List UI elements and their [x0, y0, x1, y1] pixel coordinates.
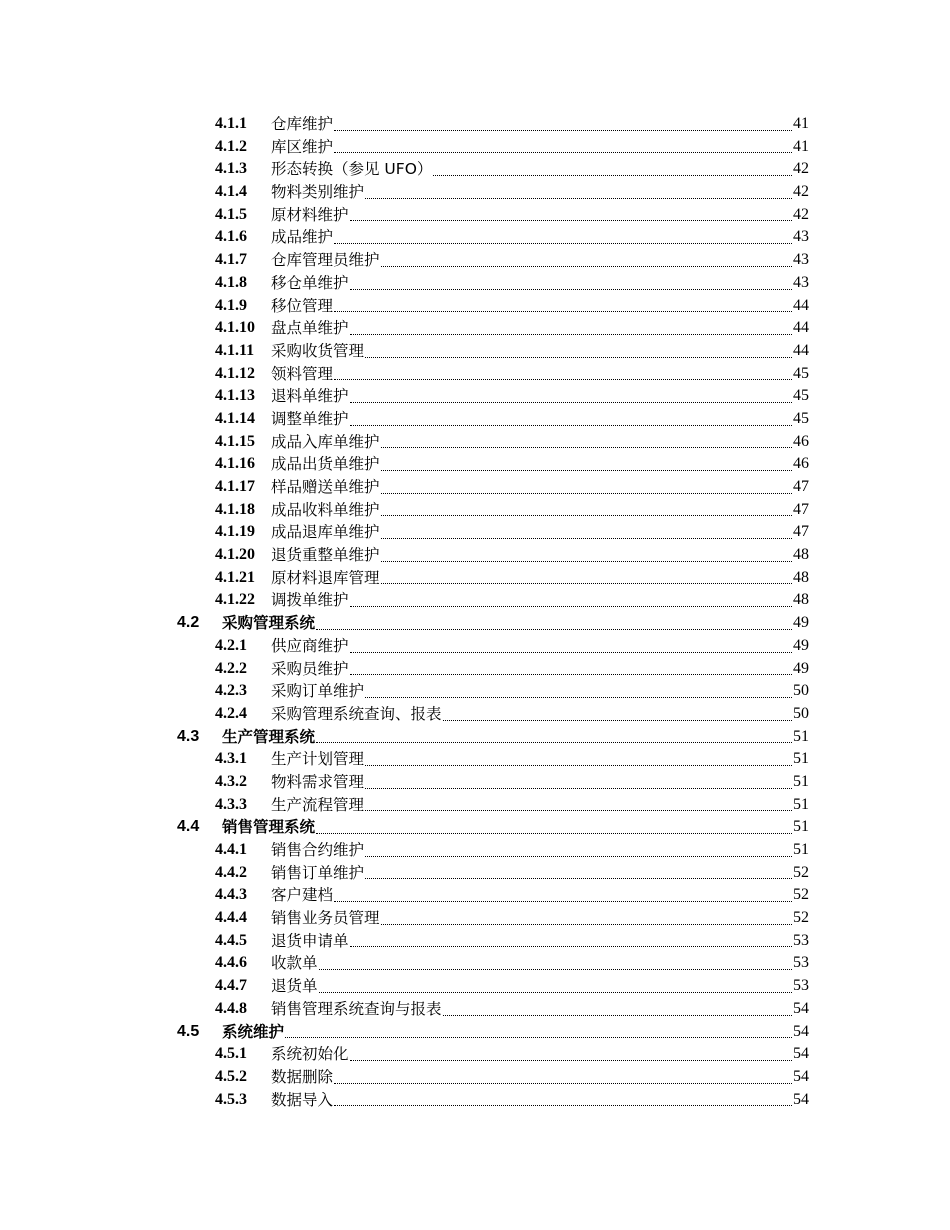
- toc-entry-title: 收款单: [271, 954, 318, 973]
- toc-entry-title: 退货申请单: [271, 931, 349, 950]
- toc-entry-number: 4.1.2: [215, 137, 247, 155]
- toc-dot-leader: [334, 136, 792, 159]
- toc-dot-leader: [285, 1021, 792, 1044]
- toc-entry-title: 形态转换（参见 UFO）: [271, 160, 433, 179]
- toc-entry[interactable]: [0, 726, 950, 749]
- toc-entry-page-number: 43: [793, 228, 809, 246]
- toc-entry-page-number: 53: [793, 954, 809, 972]
- toc-entry-title: 领料管理: [271, 364, 334, 383]
- toc-entry[interactable]: [0, 113, 950, 136]
- toc-entry-page-number: 52: [793, 863, 809, 881]
- toc-entry-title: 退货重整单维护: [271, 546, 380, 565]
- toc-entry-number: 4.1.20: [215, 546, 255, 564]
- toc-entry[interactable]: [0, 431, 950, 454]
- toc-entry-title: 成品退库单维护: [271, 523, 380, 542]
- toc-dot-leader: [381, 544, 792, 567]
- toc-entry[interactable]: [0, 794, 950, 817]
- toc-entry[interactable]: [0, 748, 950, 771]
- toc-entry-number: 4.4.3: [215, 886, 247, 904]
- toc-entry-page-number: 48: [793, 546, 809, 564]
- toc-entry-title: 采购管理系统: [222, 614, 316, 633]
- toc-dot-leader: [334, 295, 792, 318]
- toc-entry-page-number: 41: [793, 137, 809, 155]
- toc-entry-title: 销售管理系统: [222, 818, 316, 837]
- toc-dot-leader: [334, 113, 792, 136]
- toc-entry[interactable]: [0, 1043, 950, 1066]
- toc-entry-title: 销售业务员管理: [271, 909, 380, 928]
- toc-entry-page-number: 50: [793, 704, 809, 722]
- toc-entry-number: 4.1.12: [215, 364, 255, 382]
- toc-entry-number: 4.2.2: [215, 659, 247, 677]
- toc-entry-title: 客户建档: [271, 886, 334, 905]
- toc-dot-leader: [350, 589, 792, 612]
- toc-dot-leader: [381, 249, 792, 272]
- toc-entry[interactable]: [0, 816, 950, 839]
- toc-dot-leader: [319, 952, 792, 975]
- toc-dot-leader: [350, 317, 792, 340]
- toc-entry-title: 原材料维护: [271, 205, 349, 224]
- toc-entry-number: 4.1.3: [215, 160, 247, 178]
- toc-entry-number: 4.1.18: [215, 500, 255, 518]
- toc-entry-number: 4.1.19: [215, 523, 255, 541]
- toc-entry-number: 4.2.4: [215, 704, 247, 722]
- toc-entry-page-number: 53: [793, 931, 809, 949]
- toc-entry-title: 数据导入: [271, 1090, 334, 1109]
- toc-entry[interactable]: [0, 930, 950, 953]
- toc-entry-page-number: 47: [793, 478, 809, 495]
- toc-entry-number: 4.4.5: [215, 931, 247, 949]
- toc-entry[interactable]: [0, 499, 950, 522]
- toc-entry-number: 4.2.3: [215, 682, 247, 700]
- toc-dot-leader: [365, 680, 792, 703]
- toc-entry[interactable]: [0, 635, 950, 658]
- toc-dot-leader: [350, 408, 792, 431]
- toc-dot-leader: [334, 884, 792, 907]
- toc-entry-page-number: 42: [793, 205, 809, 223]
- toc-entry-number: 4.5.1: [215, 1045, 247, 1063]
- toc-dot-leader: [350, 272, 792, 295]
- toc-entry-page-number: 45: [793, 364, 809, 382]
- toc-dot-leader: [433, 158, 792, 181]
- toc-entry[interactable]: [0, 567, 950, 590]
- toc-entry[interactable]: [0, 839, 950, 862]
- toc-entry[interactable]: [0, 1021, 950, 1044]
- toc-entry-title: 库区维护: [271, 137, 334, 156]
- toc-entry-page-number: 47: [793, 500, 809, 518]
- toc-dot-leader: [350, 635, 792, 658]
- toc-entry-page-number: 51: [793, 727, 809, 745]
- toc-entry-page-number: 45: [793, 409, 809, 427]
- toc-entry-title: 采购订单维护: [271, 682, 365, 701]
- toc-entry-number: 4.5.3: [215, 1090, 247, 1108]
- toc-entry-page-number: 49: [793, 614, 809, 632]
- toc-entry-title: 移仓单维护: [271, 273, 349, 292]
- toc-entry-title: 系统维护: [222, 1022, 285, 1041]
- toc-entry-page-number: 41: [793, 115, 809, 132]
- toc-entry-number: 4.1.11: [215, 341, 255, 359]
- toc-entry-title: 销售订单维护: [271, 863, 365, 882]
- toc-entry-title: 物料需求管理: [271, 772, 365, 791]
- toc-dot-leader: [319, 975, 792, 998]
- toc-entry-number: 4.4.1: [215, 841, 247, 858]
- toc-entry-number: 4.3.2: [215, 772, 247, 790]
- toc-entry-number: 4.1.22: [215, 591, 255, 609]
- toc-dot-leader: [365, 771, 792, 794]
- toc-entry[interactable]: [0, 340, 950, 363]
- toc-entry-number: 4.5.2: [215, 1067, 247, 1085]
- toc-entry[interactable]: [0, 317, 950, 340]
- toc-entry[interactable]: [0, 1066, 950, 1089]
- toc-entry-title: 仓库维护: [271, 115, 334, 133]
- toc-entry-number: 4.1.21: [215, 568, 255, 586]
- toc-entry-title: 供应商维护: [271, 636, 349, 655]
- toc-entry-title: 成品收料单维护: [271, 500, 380, 519]
- toc-entry-title: 调拨单维护: [271, 591, 349, 610]
- toc-entry[interactable]: [0, 658, 950, 681]
- toc-dot-leader: [334, 226, 792, 249]
- toc-entry-page-number: 46: [793, 455, 809, 473]
- toc-entry-number: 4.4.6: [215, 954, 247, 972]
- toc-dot-leader: [334, 1066, 792, 1089]
- toc-entry-page-number: 51: [793, 841, 809, 858]
- toc-entry-number: 4.3: [177, 727, 200, 745]
- toc-entry[interactable]: [0, 295, 950, 318]
- toc-entry-page-number: 43: [793, 273, 809, 291]
- toc-entry-page-number: 53: [793, 977, 809, 995]
- toc-entry-page-number: 51: [793, 772, 809, 790]
- toc-entry-title: 物料类别维护: [271, 183, 365, 202]
- toc-entry-page-number: 49: [793, 636, 809, 654]
- toc-entry[interactable]: [0, 136, 950, 159]
- toc-entry-title: 成品入库单维护: [271, 432, 380, 451]
- toc-entry-number: 4.1.6: [215, 228, 247, 246]
- toc-entry-title: 采购管理系统查询、报表: [271, 704, 442, 723]
- toc-entry-page-number: 51: [793, 795, 809, 813]
- toc-entry-title: 系统初始化: [271, 1045, 349, 1064]
- toc-dot-leader: [381, 499, 792, 522]
- toc-entry-number: 4.1.1: [215, 115, 247, 132]
- toc-entry-number: 4.4.4: [215, 909, 247, 927]
- toc-entry-number: 4.5: [177, 1022, 200, 1040]
- toc-dot-leader: [365, 181, 792, 204]
- toc-entry-number: 4.1.17: [215, 478, 255, 495]
- toc-entry-title: 仓库管理员维护: [271, 251, 380, 270]
- toc-entry-page-number: 49: [793, 659, 809, 677]
- toc-entry-page-number: 48: [793, 591, 809, 609]
- toc-dot-leader: [381, 521, 792, 544]
- toc-entry[interactable]: [0, 408, 950, 431]
- toc-entry[interactable]: [0, 385, 950, 408]
- toc-entry-page-number: 54: [793, 1067, 809, 1085]
- toc-dot-leader: [381, 431, 792, 454]
- toc-entry-number: 4.1.13: [215, 387, 255, 405]
- toc-entry[interactable]: [0, 272, 950, 295]
- toc-entry-page-number: 50: [793, 682, 809, 700]
- toc-entry-number: 4.1.15: [215, 432, 255, 450]
- toc-dot-leader: [365, 839, 792, 862]
- toc-entry-page-number: 51: [793, 818, 809, 836]
- toc-dot-leader: [334, 363, 792, 386]
- toc-entry-title: 生产计划管理: [271, 750, 365, 769]
- toc-entry[interactable]: [0, 453, 950, 476]
- toc-entry[interactable]: [0, 226, 950, 249]
- toc-entry-number: 4.1.14: [215, 409, 255, 427]
- toc-entry-page-number: 54: [793, 1045, 809, 1063]
- toc-entry-page-number: 42: [793, 160, 809, 178]
- toc-entry-number: 4.1.16: [215, 455, 255, 473]
- toc-entry-title: 销售管理系统查询与报表: [271, 999, 442, 1018]
- toc-dot-leader: [381, 567, 792, 590]
- toc-dot-leader: [365, 794, 792, 817]
- toc-entry-number: 4.1.7: [215, 251, 247, 269]
- toc-entry[interactable]: [0, 544, 950, 567]
- toc-entry[interactable]: [0, 884, 950, 907]
- toc-entry-page-number: 47: [793, 523, 809, 541]
- toc-entry-page-number: 51: [793, 750, 809, 768]
- toc-entry[interactable]: [0, 158, 950, 181]
- toc-entry-page-number: 44: [793, 341, 809, 359]
- toc-dot-leader: [443, 703, 792, 726]
- toc-dot-leader: [316, 726, 792, 749]
- toc-dot-leader: [350, 930, 792, 953]
- toc-entry-title: 调整单维护: [271, 409, 349, 428]
- toc-dot-leader: [350, 385, 792, 408]
- toc-entry[interactable]: [0, 1089, 950, 1112]
- toc-entry-title: 销售合约维护: [271, 841, 365, 859]
- toc-entry-page-number: 42: [793, 183, 809, 201]
- toc-entry-page-number: 54: [793, 1090, 809, 1108]
- toc-entry[interactable]: [0, 204, 950, 227]
- toc-dot-leader: [334, 1089, 792, 1112]
- toc-entry-number: 4.4: [177, 818, 200, 836]
- toc-entry[interactable]: [0, 521, 950, 544]
- toc-entry-title: 成品出货单维护: [271, 455, 380, 474]
- toc-entry[interactable]: [0, 363, 950, 386]
- toc-entry-title: 退料单维护: [271, 387, 349, 406]
- toc-entry-title: 数据删除: [271, 1067, 334, 1086]
- toc-entry[interactable]: [0, 703, 950, 726]
- toc-entry-number: 4.1.8: [215, 273, 247, 291]
- toc-entry-page-number: 54: [793, 999, 809, 1017]
- toc-entry[interactable]: [0, 612, 950, 635]
- toc-entry-number: 4.1.9: [215, 296, 247, 314]
- toc-dot-leader: [316, 816, 792, 839]
- toc-dot-leader: [381, 907, 792, 930]
- toc-entry[interactable]: [0, 249, 950, 272]
- toc-entry-page-number: 52: [793, 909, 809, 927]
- toc-dot-leader: [365, 862, 792, 885]
- toc-dot-leader: [316, 612, 792, 635]
- table-of-contents: [0, 113, 950, 1111]
- toc-dot-leader: [381, 476, 792, 499]
- toc-entry[interactable]: [0, 771, 950, 794]
- toc-entry-title: 原材料退库管理: [271, 568, 380, 587]
- toc-entry-number: 4.1.10: [215, 319, 255, 337]
- toc-entry-title: 生产流程管理: [271, 795, 365, 814]
- toc-entry-page-number: 45: [793, 387, 809, 405]
- toc-entry-page-number: 52: [793, 886, 809, 904]
- toc-entry[interactable]: [0, 952, 950, 975]
- toc-entry-number: 4.3.3: [215, 795, 247, 813]
- toc-entry-page-number: 44: [793, 319, 809, 337]
- toc-entry-title: 成品维护: [271, 228, 334, 247]
- toc-entry-page-number: 43: [793, 251, 809, 269]
- toc-entry[interactable]: [0, 589, 950, 612]
- toc-entry-title: 样品赠送单维护: [271, 478, 380, 496]
- toc-entry-number: 4.1.5: [215, 205, 247, 223]
- toc-entry-title: 采购员维护: [271, 659, 349, 678]
- toc-entry-number: 4.3.1: [215, 750, 247, 768]
- toc-entry[interactable]: [0, 975, 950, 998]
- toc-entry-page-number: 54: [793, 1022, 809, 1040]
- toc-entry-number: 4.2: [177, 614, 200, 632]
- toc-entry[interactable]: [0, 998, 950, 1021]
- toc-entry-title: 生产管理系统: [222, 727, 316, 746]
- toc-dot-leader: [350, 658, 792, 681]
- toc-entry[interactable]: [0, 907, 950, 930]
- toc-dot-leader: [350, 204, 792, 227]
- toc-entry-number: 4.4.7: [215, 977, 247, 995]
- toc-dot-leader: [443, 998, 792, 1021]
- toc-entry-title: 采购收货管理: [271, 341, 365, 360]
- toc-entry-title: 盘点单维护: [271, 319, 349, 338]
- toc-entry-title: 退货单: [271, 977, 318, 996]
- toc-dot-leader: [350, 1043, 792, 1066]
- toc-entry-number: 4.2.1: [215, 636, 247, 654]
- toc-entry-number: 4.1.4: [215, 183, 247, 201]
- toc-dot-leader: [365, 340, 792, 363]
- toc-entry[interactable]: [0, 862, 950, 885]
- toc-dot-leader: [365, 748, 792, 771]
- toc-entry-title: 移位管理: [271, 296, 334, 315]
- toc-entry-number: 4.4.2: [215, 863, 247, 881]
- toc-entry[interactable]: [0, 181, 950, 204]
- toc-entry-number: 4.4.8: [215, 999, 247, 1017]
- toc-entry-page-number: 48: [793, 568, 809, 586]
- toc-entry[interactable]: [0, 476, 950, 499]
- toc-entry-page-number: 44: [793, 296, 809, 314]
- toc-dot-leader: [381, 453, 792, 476]
- toc-entry[interactable]: [0, 680, 950, 703]
- toc-entry-page-number: 46: [793, 432, 809, 450]
